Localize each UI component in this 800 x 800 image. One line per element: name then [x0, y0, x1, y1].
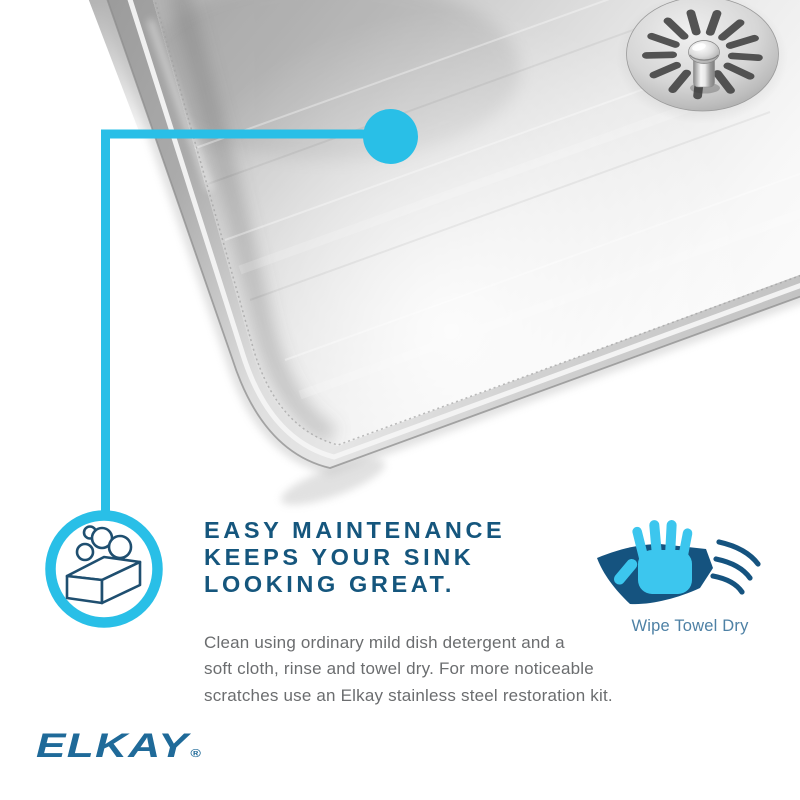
elkay-logo: [36, 727, 202, 766]
body-copy-line: soft cloth, rinse and towel dry. For more noticeable: [204, 659, 594, 679]
body-copy-line: Clean using ordinary mild dish detergent and a: [204, 633, 565, 652]
headline-line: KEEPS YOUR SINK: [204, 544, 475, 570]
motion-lines-icon: [713, 542, 758, 592]
body-copy-line: scratches use an Elkay stainless steel restoration kit.: [204, 685, 613, 705]
callout-dot: [363, 109, 418, 164]
wipe-towel-dry-label: Wipe Towel Dry: [631, 617, 749, 635]
headline-line: LOOKING GREAT.: [204, 571, 456, 597]
headline: [204, 517, 505, 598]
elkay-logo-text: ELKAY: [36, 727, 190, 765]
body-copy: [204, 630, 613, 709]
registered-trademark-symbol: ®: [190, 748, 203, 760]
hand-wiping-towel-icon: [597, 520, 758, 604]
headline-line: EASY MAINTENANCE: [204, 517, 506, 543]
